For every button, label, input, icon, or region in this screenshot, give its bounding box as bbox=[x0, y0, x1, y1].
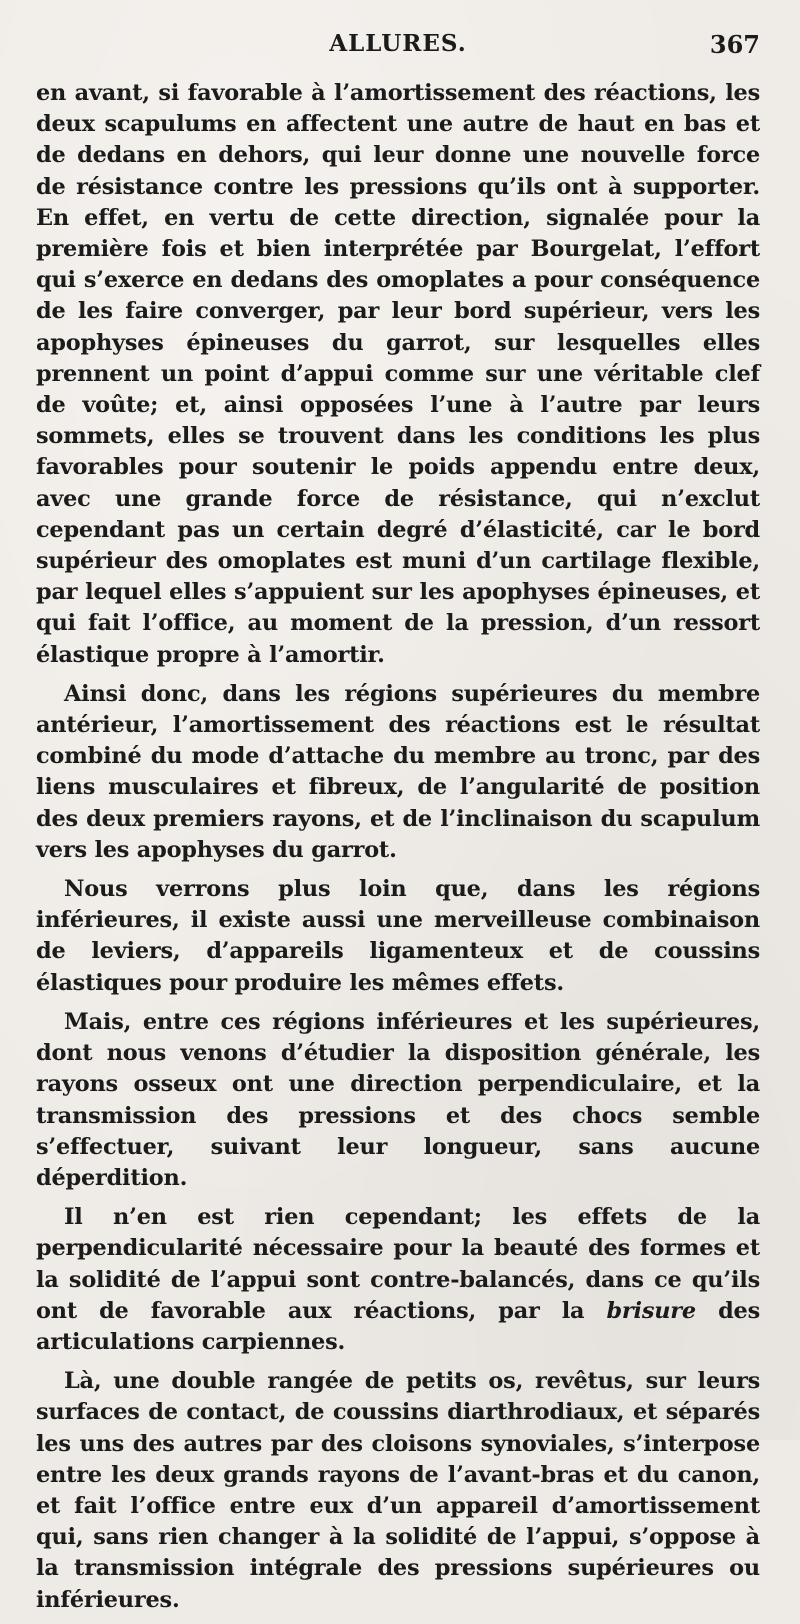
paragraph-nous-verrons: Nous verrons plus loin que, dans les régions inférieures, il existe aussi une merveilleuse combinaison de leviers, d’appareils ligamenteux et de coussins élastiques pour produire les mêmes effets. bbox=[36, 876, 760, 996]
paragraph-text-before: Il n’en est rien cependant; les effets de la perpendicularité nécessaire pour la beauté des formes et la solidité de l’appui sont contre-balancés, dans ce qu’ils ont de favorable aux réactions, par la bbox=[36, 1204, 760, 1324]
body-text bbox=[36, 78, 760, 1624]
page-header bbox=[36, 30, 760, 66]
paragraph-continuation: en avant, si favorable à l’amortissement des réactions, les deux scapulums en affectent une autre de haut en bas et de dedans en dehors, qui leur donne une nouvelle force de résistance contre les pressions qu’ils ont à supporter. En effet, en vertu de cette direction, signalée pour la première fois et bien interprétée par Bourgelat, l’effort qui s’exerce en dedans des omoplates a pour conséquence de les faire converger, par leur bord supérieur, vers les apophyses épineuses du garrot, sur lesquelles elles prennent un point d’appui comme sur une véritable clef de voûte; et, ainsi opposées l’une à l’autre par leurs sommets, elles se trouvent dans les conditions les plus favorables pour soutenir le poids appendu entre deux, avec une grande force de résistance, qui n’exclut cependant pas un certain degré d’élasticité, car le bord supérieur des omoplates est muni d’un cartilage flexible, par lequel elles s’appuient sur les apophyses épineuses, et qui fait l’office, au moment de la pression, d’un ressort élastique propre à l’amortir. bbox=[36, 80, 760, 668]
paragraph-ainsi-donc: Ainsi donc, dans les régions supérieures du membre antérieur, l’amortissement des réactions est le résultat combiné du mode d’attache du membre au tronc, par des liens musculaires et fibreux, de l’angularité de position des deux premiers rayons, et de l’inclinaison du scapulum vers les apophyses du garrot. bbox=[36, 680, 760, 863]
running-title: ALLURES. bbox=[329, 30, 467, 57]
paragraph-il-nen-est-rien bbox=[36, 1202, 760, 1358]
page-number: 367 bbox=[709, 30, 760, 59]
paragraph-text-after: des articulations carpiennes. bbox=[36, 1297, 760, 1355]
italic-word-brisure: brisure bbox=[606, 1297, 696, 1324]
paragraph-mais: Mais, entre ces régions inférieures et les supérieures, dont nous venons d’étudier la disposition générale, les rayons osseux ont une direction perpendiculaire, et la transmission des pressions et des chocs semble s’effectuer, suivant leur longueur, sans aucune déperdition. bbox=[36, 1008, 760, 1191]
paragraph-la-une-double: Là, une double rangée de petits os, revêtus, sur leurs surfaces de contact, de coussins diarthrodiaux, et séparés les uns des autres par des cloisons synoviales, s’interpose entre les deux grands rayons de l’avant-bras et du canon, et fait l’office entre eux d’un appareil d’amortissement qui, sans rien changer à la solidité de l’appui, s’oppose à la transmission intégrale des pressions supérieures ou inférieures. bbox=[36, 1368, 760, 1613]
